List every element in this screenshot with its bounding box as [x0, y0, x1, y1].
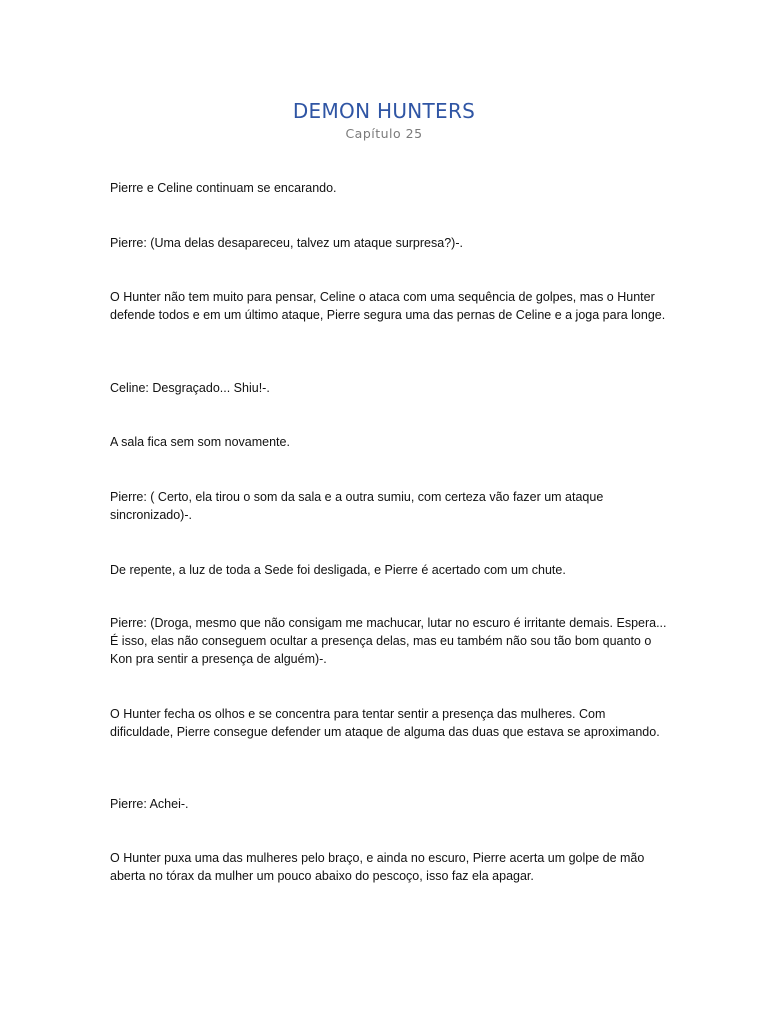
paragraph: Pierre: (Uma delas desapareceu, talvez um ataque surpresa?)-. — [110, 236, 463, 250]
paragraph: O Hunter não tem muito para pensar, Celine o ataca com uma sequência de golpes, mas o Hunter defende todos e em um último ataque, Pierre segura uma das pernas de Celine e a joga para longe. — [110, 290, 666, 322]
paragraph: Pierre: ( Certo, ela tirou o som da sala e a outra sumiu, com certeza vão fazer um ataque sincronizado)-. — [110, 490, 604, 522]
chapter-subtitle: Capítulo 25 — [345, 126, 423, 141]
paragraph: Pierre: Achei-. — [110, 797, 189, 811]
paragraph: Celine: Desgraçado... Shiu!-. — [110, 381, 270, 395]
paragraph: Pierre: (Droga, mesmo que não consigam me machucar, lutar no escuro é irritante demais. Espera... É isso, elas não conseguem ocultar a presença delas, mas eu também não sou tão bom quanto o Kon pra sentir a presença de alguém)-. — [110, 616, 667, 666]
paragraph: A sala fica sem som novamente. — [110, 435, 290, 449]
document-title: DEMON HUNTERS — [292, 99, 476, 123]
paragraph: O Hunter puxa uma das mulheres pelo braço, e ainda no escuro, Pierre acerta um golpe de mão aberta no tórax da mulher um pouco abaixo do pescoço, isso faz ela apagar. — [110, 851, 645, 883]
paragraph: O Hunter fecha os olhos e se concentra para tentar sentir a presença das mulheres. Com dificuldade, Pierre consegue defender um ataque de alguma das duas que estava se aproximando. — [110, 707, 660, 739]
paragraph: De repente, a luz de toda a Sede foi desligada, e Pierre é acertado com um chute. — [110, 563, 566, 577]
paragraph: Pierre e Celine continuam se encarando. — [110, 181, 337, 195]
